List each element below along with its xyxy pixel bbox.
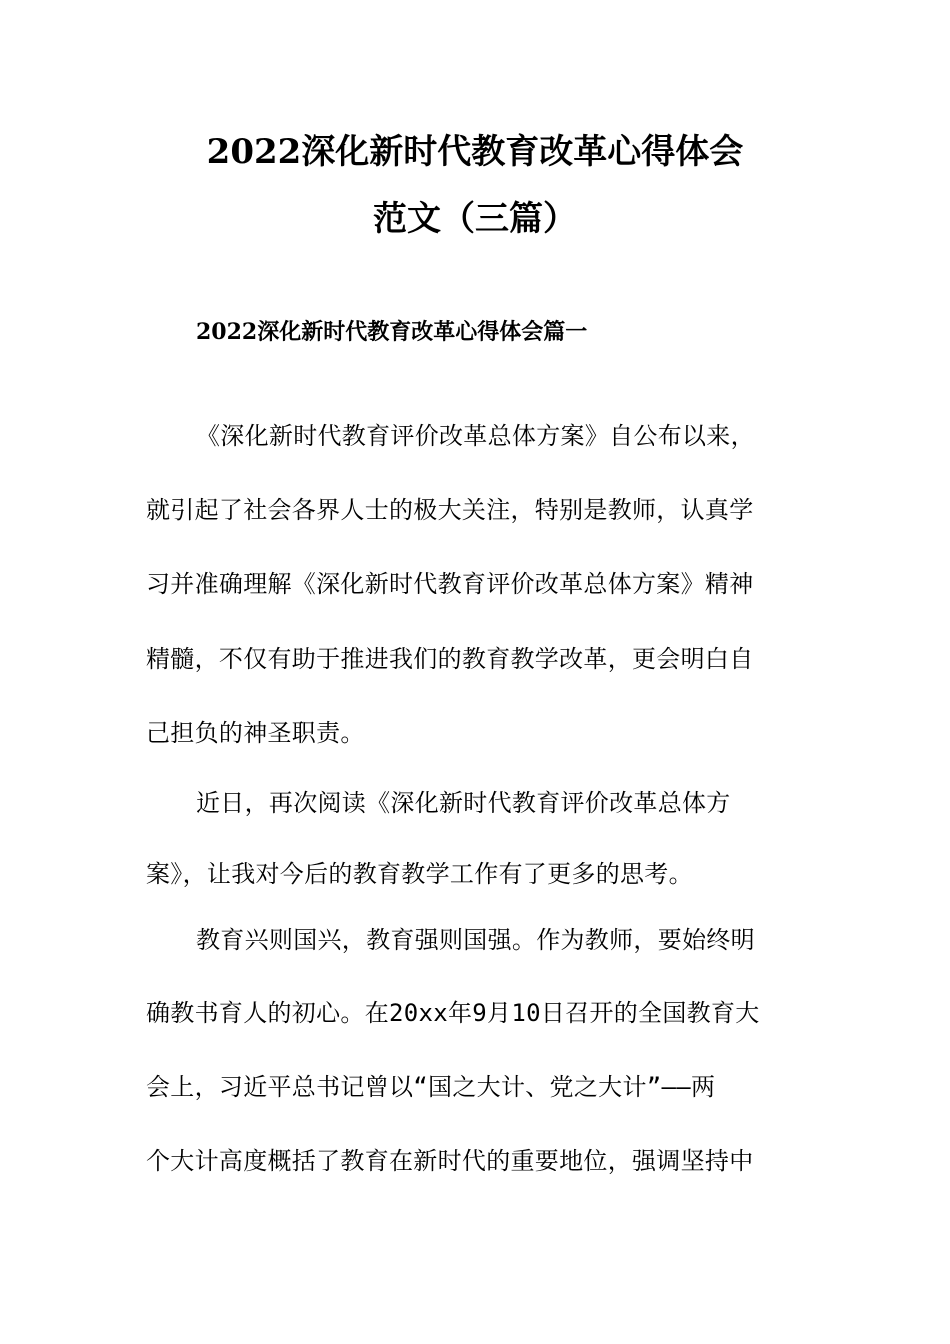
body-line: 教育兴则国兴，教育强则国强。作为教师，要始终明 <box>196 926 755 954</box>
body-line: 案》，让我对今后的教育教学工作有了更多的思考。 <box>146 860 693 888</box>
body-line: 《深化新时代教育评价改革总体方案》自公布以来， <box>196 422 755 450</box>
body-line: 就引起了社会各界人士的极大关注，特别是教师，认真学 <box>146 496 754 524</box>
body-line: 己担负的神圣职责。 <box>146 719 365 747</box>
body-line: 会上，习近平总书记曾以“国之大计、党之大计”——两 <box>146 1073 716 1101</box>
body-line: 确教书育人的初心。在20xx年9月10日召开的全国教育大 <box>146 999 760 1027</box>
section-heading: 2022深化新时代教育改革心得体会篇一 <box>196 319 588 345</box>
document-title-line-2: 范文（三篇） <box>373 199 577 239</box>
body-line: 习并准确理解《深化新时代教育评价改革总体方案》精神 <box>146 570 754 598</box>
body-line: 精髓，不仅有助于推进我们的教育教学改革，更会明白自 <box>146 645 754 673</box>
body-line: 个大计高度概括了教育在新时代的重要地位，强调坚持中 <box>146 1147 754 1175</box>
document-title-line-1: 2022深化新时代教育改革心得体会 <box>206 132 744 172</box>
body-line: 近日，再次阅读《深化新时代教育评价改革总体方 <box>196 789 731 817</box>
